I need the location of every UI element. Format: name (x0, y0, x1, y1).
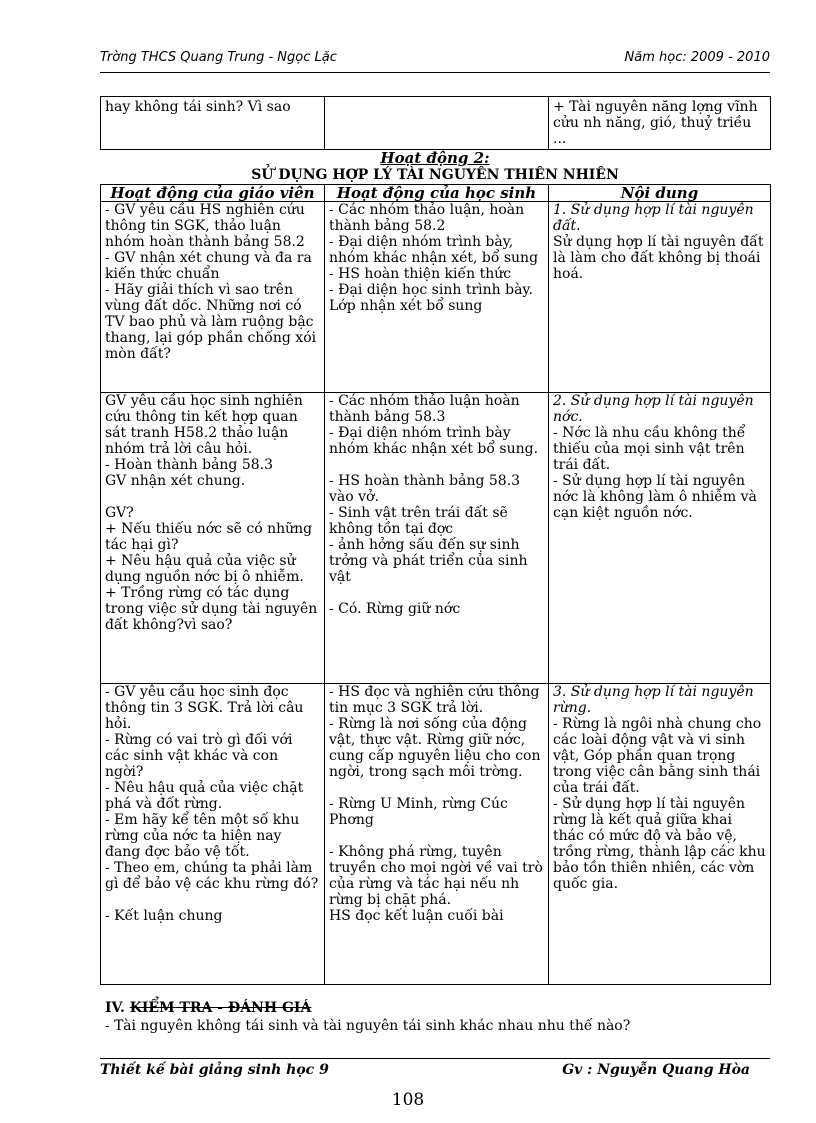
content-title: 2. Sử dụng hợp lí tài nguyên nớc. (553, 393, 754, 425)
page-number: 108 (391, 1090, 425, 1110)
header-divider (100, 72, 770, 73)
activity-title: Hoạt động 2: (380, 149, 490, 167)
content-body: Sử dụng hợp lí tài nguyên đất là làm cho đất không bị thoái hoá. (553, 234, 764, 282)
section-title: KIỂM TRA - ĐÁNH GIÁ (129, 1000, 312, 1016)
footer-author: Gv : Nguyễn Quang Hòa (562, 1062, 750, 1078)
teacher-cell: - GV yêu cầu HS nghiên cứu thông tin SGK, thảo luận nhóm hoàn thành bảng 58.2 - GV nhận xét chung và đa ra kiến thức chuẩn - Hãy giải thích vì sao trên vùng đất dốc. Những nơi có TV bao phủ và làm ruộng bậc thang, lại góp phần chống xói mòn đất? (101, 202, 325, 393)
content-body: - Nớc là nhu cầu không thể thiếu của mọi sinh vật trên trái đất. - Sử dụng hợp lí tài nguyên nớc là không làm ô nhiễm và cạn kiệt nguồn nớc. (553, 425, 757, 521)
activity-table (100, 184, 771, 985)
content-body: - Rừng là ngôi nhà chung cho các loài động vật và vi sinh vật, Góp phần quan trọng trong việc cân bằng sinh thái của trái đất. - Sử dụng hợp lí tài nguyên rừng là kết quả giữa khai thác có mức độ và bảo vệ, trồng rừng, thành lập các khu bảo tồn thiên nhiên, các vờn quốc gia. (553, 716, 766, 892)
student-cell: - Các nhóm thảo luận hoàn thành bảng 58.3 - Đại diện nhóm trình bày nhóm khác nhận xét bổ sung. - HS hoàn thành bảng 58.3 vào vở. - Sinh vật trên trái đất sẽ không tồn tại đợc - ảnh hởng sấu đến sự sinh trởng và phát triển của sinh vật - Có. Rừng giữ nớc (325, 393, 549, 684)
content-title: 1. Sử dụng hợp lí tài nguyên đất. (553, 202, 754, 234)
continued-table (100, 96, 771, 150)
content-cell: + Tài nguyên năng lợng vĩnh cửu nh năng, gió, thuỷ triều ... (549, 97, 771, 150)
table-row (101, 97, 771, 150)
school-name: Trờng THCS Quang Trung - Ngọc Lặc (100, 50, 337, 65)
activity-subtitle: SỬ DỤNG HỢP LÝ TÀI NGUYÊN THIÊN NHIÊN (251, 167, 619, 183)
page-footer (100, 1062, 750, 1078)
student-cell (325, 97, 549, 150)
student-cell: - HS đọc và nghiên cứu thông tin mục 3 SGK trả lời. - Rừng là nơi sống của động vật, thực vật. Rừng giữ nớc, cung cấp nguyên liệu cho con ngời, trong sạch môi trờng. - Rừng U Minh, rừng Cúc Phơng - Không phá rừng, tuyên truyền cho mọi ngời về vai trò của rừng và tác hại nếu nh rừng bị chặt phá. HS đọc kết luận cuối bài (325, 684, 549, 985)
student-cell: - Các nhóm thảo luận, hoàn thành bảng 58.2 - Đại diện nhóm trình bày, nhóm khác nhận xét, bổ sung - HS hoàn thiện kiến thức - Đại diện học sinh trình bày. Lớp nhận xét bổ sung (325, 202, 549, 393)
teacher-cell: hay không tái sinh? Vì sao (101, 97, 325, 150)
footer-title: Thiết kế bài giảng sinh học 9 (100, 1062, 329, 1078)
column-header-teacher: Hoạt động của giáo viên (101, 185, 325, 202)
table-row (101, 393, 771, 684)
table-row (101, 202, 771, 393)
assessment-question: - Tài nguyên không tái sinh và tài nguyên tái sinh khác nhau nhu thế nào? (105, 1018, 631, 1034)
teacher-cell: GV yêu cầu học sinh nghiên cứu thông tin kết hợp quan sát tranh H58.2 thảo luận nhóm trả lời câu hỏi. - Hoàn thành bảng 58.3 GV nhận xét chung. GV? + Nếu thiếu nớc sẽ có những tác hại gì? + Nêu hậu quả của việc sử dụng nguồn nớc bị ô nhiễm. + Trồng rừng có tác dụng trong việc sử dụng tài nguyên đất không?vì sao? (101, 393, 325, 684)
table-row (101, 684, 771, 985)
section-number: IV. (105, 1000, 125, 1016)
teacher-cell: - GV yêu cầu học sinh đọc thông tin 3 SGK. Trả lời câu hỏi. - Rừng có vai trò gì đối với các sinh vật khác và con ngời? - Nêu hậu quả của việc chặt phá và đốt rừng. - Em hãy kể tên một số khu rừng của nớc ta hiện nay đang đợc bảo vệ tốt. - Theo em, chúng ta phải làm gì để bảo vệ các khu rừng đó? - Kết luận chung (101, 684, 325, 985)
column-header-content: Nội dung (549, 185, 771, 202)
table-header-row (101, 185, 771, 202)
section-heading (105, 1000, 311, 1016)
column-header-student: Hoạt động của học sinh (325, 185, 549, 202)
content-title: 3. Sử dụng hợp lí tài nguyên rừng. (553, 684, 754, 716)
page-header (100, 50, 770, 70)
footer-divider (100, 1058, 770, 1059)
content-cell (549, 393, 771, 684)
content-cell (549, 684, 771, 985)
content-cell (549, 202, 771, 393)
school-year: Năm học: 2009 - 2010 (624, 50, 770, 65)
